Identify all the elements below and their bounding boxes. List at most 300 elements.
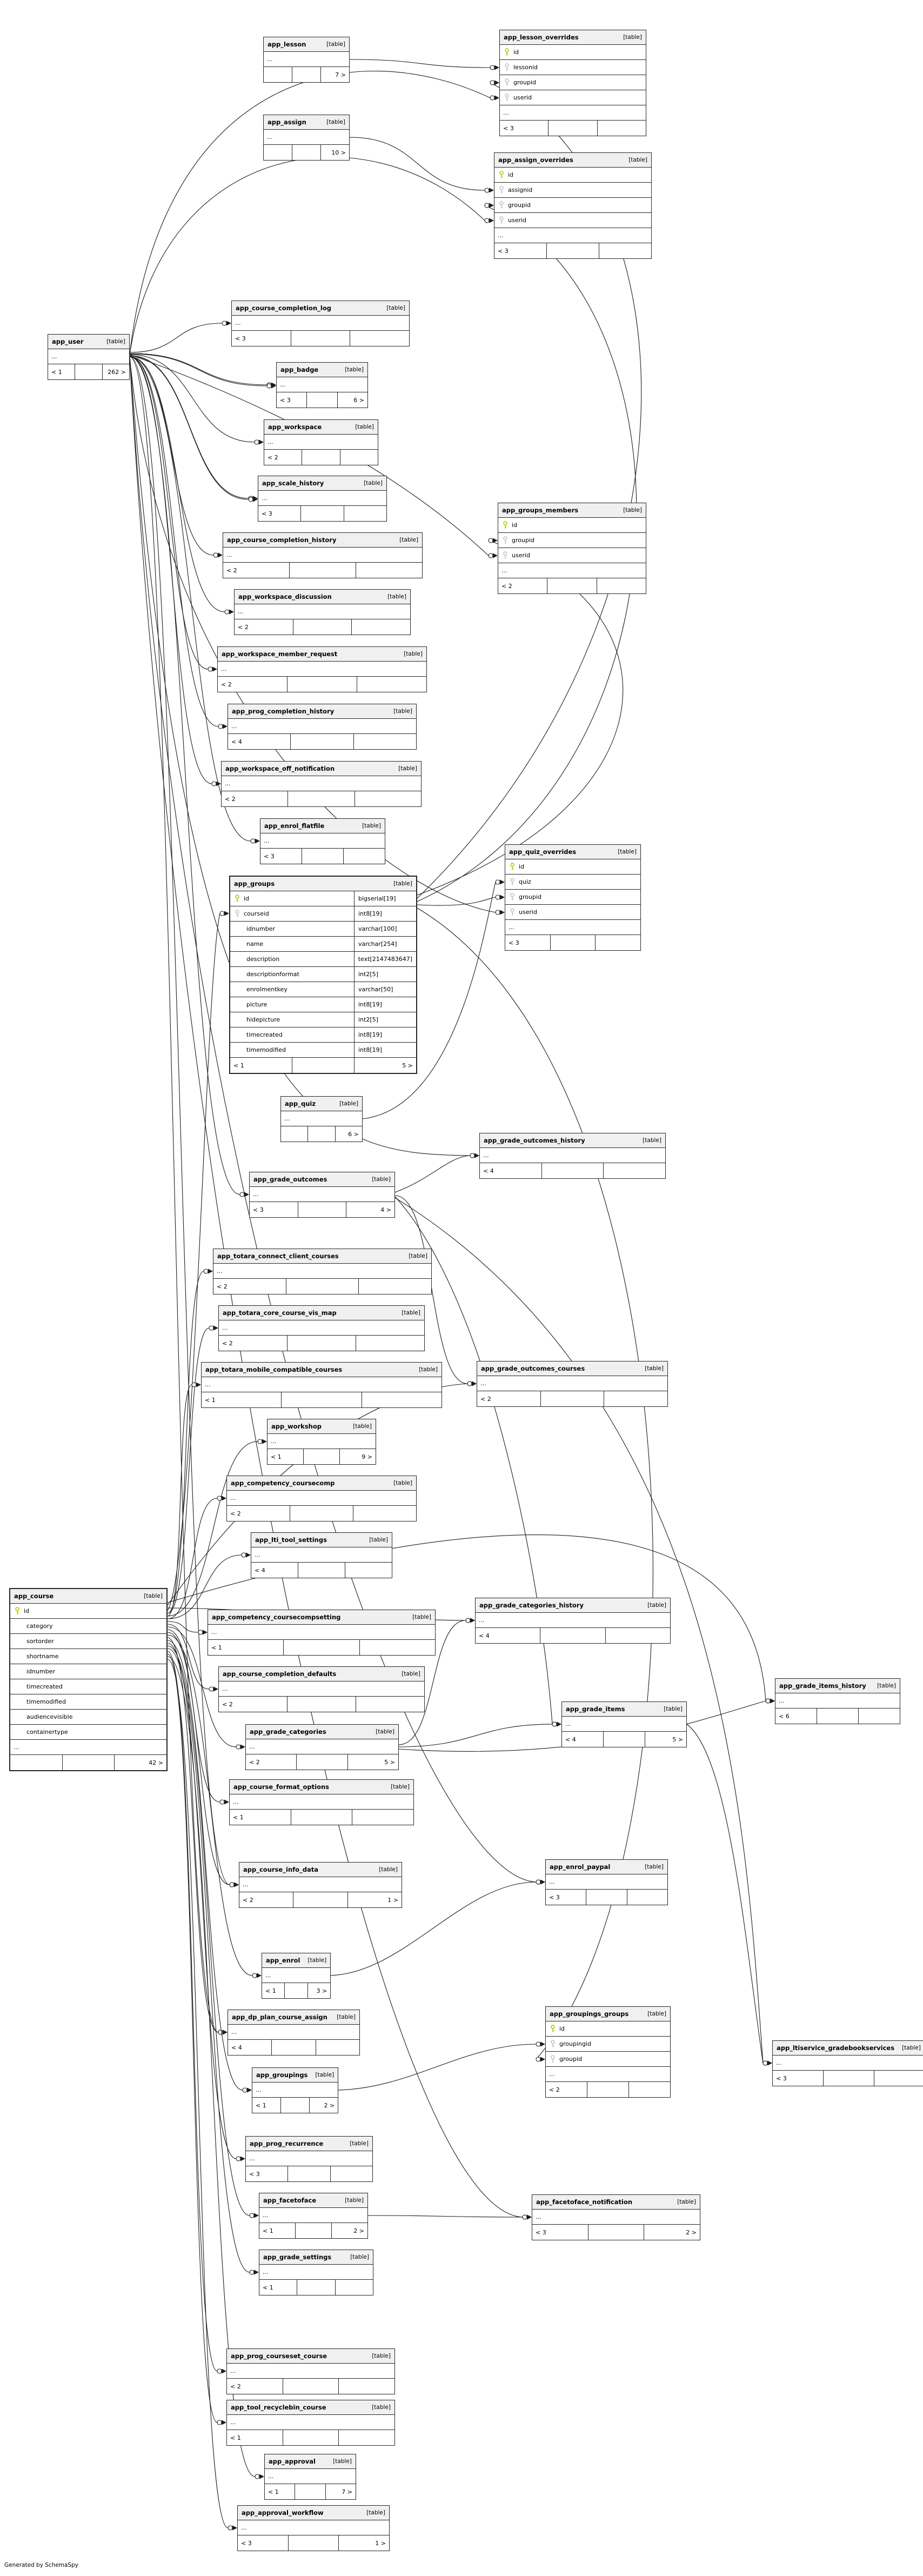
- table-tag: [table]: [307, 1957, 327, 1964]
- column-name: id: [513, 49, 519, 56]
- table-tag: [table]: [326, 119, 345, 125]
- table-footer: [546, 1890, 667, 1905]
- table-app_workspace_off_notification[interactable]: [221, 761, 422, 807]
- edge-circle-endpoint: [230, 1883, 234, 1887]
- table-app_course_format_options[interactable]: [229, 1779, 414, 1825]
- footer-spacer: [540, 1391, 604, 1406]
- foreign-key-icon: [501, 551, 510, 559]
- table-app_enrol_flatfile[interactable]: [260, 818, 385, 864]
- table-header: [227, 2400, 394, 2415]
- table-app_grade_outcomes_history[interactable]: [479, 1133, 666, 1179]
- table-name: app_quiz: [285, 1100, 316, 1107]
- primary-key-icon: [233, 895, 242, 903]
- more-columns-ellipsis: ...: [260, 833, 385, 849]
- edge-circle-endpoint: [228, 2526, 232, 2530]
- table-tag: [table]: [409, 1253, 427, 1259]
- edge-circle-endpoint: [470, 1153, 474, 1158]
- table-name: app_user: [52, 338, 84, 345]
- foreign-key-icon: [233, 910, 242, 918]
- column-name: audiencevisible: [26, 1713, 73, 1720]
- footer-spacer: [292, 67, 320, 82]
- table-app_totara_mobile_compatible_courses[interactable]: [201, 1362, 442, 1408]
- edge-circle-endpoint: [217, 2420, 222, 2425]
- table-app_grade_settings[interactable]: [259, 2250, 373, 2295]
- table-app_quiz_overrides[interactable]: [505, 844, 641, 951]
- outgoing-count: [350, 331, 409, 346]
- footer-spacer: [62, 1755, 115, 1770]
- table-footer: [264, 67, 349, 82]
- column-row: [505, 875, 640, 890]
- table-tag: [table]: [628, 157, 647, 163]
- edge-circle-endpoint: [536, 1880, 540, 1884]
- column-row: [230, 982, 416, 997]
- outgoing-count: [355, 791, 421, 806]
- table-footer: [250, 1202, 394, 1217]
- incoming-count: < 3: [253, 1206, 264, 1213]
- edge-arrowhead: [218, 553, 223, 558]
- table-app_totara_core_course_vis_map[interactable]: [218, 1305, 425, 1351]
- edge-circle-endpoint: [220, 1800, 224, 1804]
- relationship-line: [168, 1643, 236, 2159]
- table-name: app_prog_courseset_course: [231, 2352, 327, 2360]
- incoming-count: < 4: [255, 1566, 265, 1574]
- column-name: category: [26, 1623, 53, 1630]
- edge-arrowhead: [223, 2030, 228, 2035]
- edge-circle-endpoint: [208, 667, 212, 671]
- table-app_grade_items_history[interactable]: [775, 1678, 900, 1724]
- table-app_prog_completion_history[interactable]: [228, 704, 417, 750]
- edge-circle-endpoint: [204, 1269, 208, 1273]
- table-app_quiz[interactable]: [280, 1096, 363, 1142]
- footer-spacer: [548, 121, 597, 136]
- edge-arrowhead: [208, 1269, 213, 1274]
- incoming-count: < 2: [249, 1758, 260, 1766]
- incoming-count: < 2: [230, 2383, 241, 2390]
- incoming-count: < 1: [268, 2488, 279, 2495]
- table-app_grade_categories[interactable]: [245, 1724, 399, 1770]
- table-name: app_lesson: [267, 41, 306, 48]
- table-header: [208, 1610, 435, 1625]
- column-row: [230, 1043, 416, 1058]
- edge-circle-endpoint: [236, 2157, 240, 2161]
- outgoing-count: 7 >: [325, 2484, 356, 2499]
- outgoing-count: [330, 2166, 372, 2181]
- column-row: [546, 2021, 670, 2037]
- edge-arrowhead: [240, 1745, 245, 1750]
- edge-arrowhead: [254, 2213, 259, 2218]
- outgoing-count: 1 >: [338, 2535, 389, 2551]
- table-app_approval[interactable]: [264, 2454, 356, 2500]
- table-app_totara_connect_client_courses[interactable]: [213, 1249, 432, 1294]
- more-columns-ellipsis: ...: [546, 2067, 670, 2082]
- table-app_groups[interactable]: [229, 876, 417, 1074]
- table-tag: [table]: [404, 651, 423, 657]
- table-app_dp_plan_course_assign[interactable]: [228, 2010, 360, 2056]
- table-footer: [773, 2071, 923, 2086]
- table-app_course_completion_defaults[interactable]: [218, 1666, 425, 1712]
- column-row: [230, 937, 416, 952]
- table-tag: [table]: [402, 1671, 420, 1677]
- table-app_grade_items[interactable]: [561, 1701, 687, 1747]
- more-columns-ellipsis: ...: [277, 377, 367, 392]
- edge-arrowhead: [222, 2420, 226, 2425]
- outgoing-count: 5 >: [645, 1732, 686, 1747]
- table-header: [265, 2454, 356, 2469]
- table-app_workspace[interactable]: [264, 419, 378, 465]
- table-footer: [476, 1628, 670, 1643]
- table-name: app_assign_overrides: [498, 156, 573, 164]
- table-app_grade_categories_history[interactable]: [475, 1598, 671, 1644]
- column-type: varchar[50]: [354, 982, 416, 997]
- table-name: app_grade_items_history: [779, 1682, 866, 1690]
- footer-spacer: [287, 677, 357, 692]
- edge-circle-endpoint: [267, 384, 271, 388]
- column-name: userid: [519, 909, 538, 916]
- edge-arrowhead: [767, 2061, 772, 2066]
- column-row: [230, 967, 416, 982]
- column-type: varchar[254]: [354, 937, 416, 951]
- edge-circle-endpoint: [552, 1722, 557, 1726]
- table-app_ltiservice_gradebookservices[interactable]: [772, 2040, 923, 2086]
- incoming-count: < 2: [480, 1395, 491, 1403]
- table-header: [246, 1725, 398, 1739]
- edge-arrowhead: [472, 1382, 477, 1386]
- footer-spacer: [306, 392, 337, 408]
- table-tag: [table]: [362, 823, 381, 829]
- table-header: [494, 153, 651, 168]
- table-name: app_tool_recyclebin_course: [231, 2404, 326, 2411]
- table-tag: [table]: [645, 1365, 664, 1372]
- outgoing-count: [356, 1697, 424, 1712]
- incoming-count: < 2: [225, 795, 236, 803]
- column-row: [546, 2037, 670, 2052]
- outgoing-count: 2 >: [309, 2098, 338, 2113]
- outgoing-count: [353, 734, 416, 749]
- column-name: picture: [246, 1001, 267, 1008]
- table-name: app_ltiservice_gradebookservices: [777, 2044, 895, 2052]
- incoming-count: < 1: [263, 2284, 273, 2291]
- table-header: [264, 420, 378, 435]
- edge-circle-endpoint: [225, 610, 229, 614]
- edge-arrowhead: [224, 911, 229, 916]
- table-name: app_quiz_overrides: [509, 848, 577, 856]
- table-tag: [table]: [419, 1366, 438, 1373]
- table-app_assign_overrides[interactable]: [494, 152, 652, 259]
- table-app_course[interactable]: [9, 1588, 168, 1771]
- table-app_competency_coursecomp[interactable]: [226, 1476, 417, 1521]
- table-tag: [table]: [372, 2353, 391, 2359]
- column-name: name: [246, 940, 264, 947]
- column-row: [230, 906, 416, 922]
- table-footer: [219, 1697, 424, 1712]
- edge-arrowhead: [203, 1630, 208, 1635]
- column-name: groupid: [512, 537, 534, 544]
- table-header: [223, 533, 422, 548]
- table-footer: [246, 1754, 398, 1770]
- edge-arrowhead: [257, 1973, 262, 1978]
- table-footer: [264, 450, 378, 465]
- outgoing-count: 5 >: [347, 1754, 398, 1770]
- incoming-count: [281, 1126, 307, 1142]
- edge-circle-endpoint: [485, 188, 489, 192]
- table-app_lesson_overrides[interactable]: [499, 30, 646, 136]
- table-app_enrol_paypal[interactable]: [545, 1859, 668, 1905]
- column-row: [10, 1619, 166, 1634]
- edge-arrowhead: [494, 65, 499, 70]
- footer-spacer: [541, 1163, 604, 1178]
- table-app_groupings_groups[interactable]: [545, 2006, 671, 2098]
- column-name: enrolmentkey: [246, 986, 287, 993]
- outgoing-count: [356, 1336, 424, 1351]
- edge-arrowhead: [240, 2157, 245, 2161]
- table-app_groups_members[interactable]: [498, 503, 646, 594]
- table-app_workshop[interactable]: [267, 1419, 376, 1465]
- table-app_competency_coursecompsetting[interactable]: [208, 1610, 436, 1656]
- primary-key-icon: [549, 2025, 557, 2033]
- more-columns-ellipsis: ...: [213, 1264, 431, 1279]
- table-header: [262, 1953, 330, 1968]
- table-tag: [table]: [677, 2199, 696, 2205]
- incoming-count: < 4: [479, 1632, 490, 1639]
- incoming-count: < 3: [249, 2170, 260, 2178]
- relationship-line: [168, 1442, 258, 1616]
- table-tag: [table]: [645, 1864, 664, 1870]
- table-app_user[interactable]: [48, 334, 130, 380]
- more-columns-ellipsis: ...: [227, 1491, 416, 1506]
- incoming-count: < 2: [549, 2086, 560, 2093]
- table-app_lesson[interactable]: [263, 37, 350, 83]
- table-app_grade_outcomes_courses[interactable]: [477, 1361, 668, 1407]
- outgoing-count: [595, 935, 640, 950]
- footer-spacer: [302, 849, 343, 864]
- table-app_groupings[interactable]: [252, 2067, 338, 2113]
- incoming-count: < 4: [483, 1167, 494, 1174]
- column-row: [500, 90, 646, 105]
- table-header: [252, 2068, 338, 2083]
- column-row: [500, 45, 646, 60]
- table-tag: [table]: [350, 2140, 369, 2147]
- primary-key-icon: [501, 521, 510, 529]
- more-columns-ellipsis: ...: [494, 228, 651, 243]
- incoming-count: < 3: [503, 124, 514, 132]
- table-app_course_completion_history[interactable]: [223, 532, 423, 578]
- edge-arrowhead: [489, 203, 494, 208]
- column-name: groupingid: [559, 2040, 591, 2047]
- table-footer: [230, 1058, 416, 1073]
- table-footer: [281, 1126, 362, 1142]
- footer-spacer: [817, 1709, 858, 1724]
- column-row: [500, 75, 646, 90]
- column-name: id: [512, 522, 518, 529]
- table-tag: [table]: [393, 708, 412, 715]
- table-header: [476, 1598, 670, 1613]
- table-footer: [232, 331, 409, 346]
- column-row: [498, 533, 646, 548]
- more-columns-ellipsis: ...: [219, 1681, 424, 1697]
- more-columns-ellipsis: ...: [202, 1377, 442, 1392]
- outgoing-count: [627, 1890, 667, 1905]
- foreign-key-icon: [549, 2040, 557, 2048]
- edge-arrowhead: [500, 895, 505, 900]
- table-app_lti_tool_settings[interactable]: [251, 1532, 392, 1578]
- table-name: app_approval: [269, 2458, 316, 2465]
- edge-arrowhead: [770, 1699, 775, 1704]
- footer-spacer: [823, 2071, 874, 2086]
- column-name: userid: [512, 552, 531, 559]
- table-footer: [252, 2098, 338, 2113]
- table-header: [477, 1362, 667, 1376]
- table-app_scale_history[interactable]: [258, 476, 387, 522]
- edge-arrowhead: [213, 1687, 218, 1692]
- table-name: app_grade_outcomes_history: [484, 1137, 585, 1144]
- footer-spacer: [75, 364, 102, 379]
- outgoing-count: [353, 1506, 416, 1521]
- table-app_tool_recyclebin_course[interactable]: [226, 2400, 395, 2446]
- edge-circle-endpoint: [485, 218, 489, 223]
- more-columns-ellipsis: ...: [219, 1320, 424, 1336]
- incoming-count: < 6: [779, 1712, 790, 1720]
- edge-arrowhead: [213, 1326, 218, 1331]
- outgoing-count: [359, 1640, 435, 1655]
- table-footer: [264, 145, 349, 160]
- table-app_assign[interactable]: [263, 115, 350, 161]
- relationship-line: [168, 1498, 217, 1619]
- column-name: userid: [513, 94, 532, 101]
- table-name: app_grade_categories_history: [479, 1601, 584, 1609]
- table-header: [219, 1306, 424, 1320]
- footer-spacer: [287, 1336, 356, 1351]
- table-header: [228, 2010, 359, 2025]
- table-header: [775, 1679, 900, 1693]
- outgoing-count: [335, 2280, 373, 2295]
- table-footer: [246, 2166, 372, 2181]
- footer-spacer: [286, 1279, 359, 1294]
- footer-spacer: [284, 1983, 307, 1998]
- table-app_prog_recurrence[interactable]: [245, 2136, 373, 2182]
- column-name: groupid: [559, 2056, 582, 2063]
- edge-arrowhead: [470, 1618, 475, 1623]
- table-header: [498, 503, 646, 518]
- incoming-count: < 1: [233, 1813, 244, 1821]
- foreign-key-icon: [497, 186, 506, 194]
- footer-spacer: [295, 2484, 325, 2499]
- column-name: assignid: [508, 186, 533, 193]
- table-app_course_info_data[interactable]: [239, 1862, 402, 1908]
- more-columns-ellipsis: ...: [281, 1111, 362, 1126]
- column-type: int8[19]: [354, 1043, 416, 1057]
- edge-arrowhead: [259, 2474, 264, 2479]
- table-app_grade_outcomes[interactable]: [249, 1172, 395, 1218]
- table-name: app_workspace_off_notification: [225, 765, 335, 772]
- more-columns-ellipsis: ...: [476, 1613, 670, 1628]
- edge-circle-endpoint: [243, 2088, 247, 2092]
- edge-circle-endpoint: [250, 2213, 254, 2218]
- table-header: [258, 476, 386, 491]
- table-app_workspace_member_request[interactable]: [217, 646, 427, 692]
- incoming-count: < 2: [222, 1700, 233, 1708]
- column-name: lessonid: [513, 64, 538, 71]
- more-columns-ellipsis: ...: [227, 2364, 394, 2379]
- edge-arrowhead: [557, 1722, 561, 1727]
- footer-spacer: [300, 506, 343, 521]
- table-footer: [223, 563, 422, 578]
- table-header: [259, 2250, 373, 2265]
- table-tag: [table]: [393, 1480, 412, 1486]
- relationship-line: [687, 1724, 763, 2063]
- foreign-key-icon: [549, 2055, 557, 2063]
- more-columns-ellipsis: ...: [546, 1874, 667, 1890]
- incoming-count: < 1: [230, 2434, 241, 2441]
- edge-circle-endpoint: [496, 895, 500, 899]
- column-row: [494, 183, 651, 198]
- more-columns-ellipsis: ...: [239, 1877, 402, 1892]
- column-name: courseid: [244, 910, 269, 917]
- more-columns-ellipsis: ...: [246, 2151, 372, 2166]
- primary-key-icon: [13, 1607, 22, 1615]
- footer-spacer: [603, 1732, 645, 1747]
- table-name: app_workspace_discussion: [238, 593, 332, 600]
- table-header: [222, 762, 421, 776]
- table-app_approval_workflow[interactable]: [237, 2505, 390, 2551]
- table-tag: [table]: [333, 2458, 352, 2465]
- column-row: [10, 1649, 166, 1664]
- table-name: app_scale_history: [262, 479, 324, 487]
- column-row: [230, 1027, 416, 1043]
- footer-spacer: [291, 331, 350, 346]
- table-header: [219, 1667, 424, 1681]
- table-tag: [table]: [402, 1310, 420, 1316]
- table-app_course_completion_log[interactable]: [231, 301, 410, 346]
- edge-circle-endpoint: [766, 1699, 770, 1703]
- column-name: groupid: [519, 893, 541, 900]
- table-app_facetoface_notification[interactable]: [532, 2194, 700, 2240]
- more-columns-ellipsis: ...: [532, 2210, 700, 2225]
- table-footer: [10, 1755, 166, 1770]
- table-app_enrol[interactable]: [262, 1953, 331, 1999]
- footer-spacer: [302, 450, 339, 465]
- table-name: app_course_completion_history: [227, 536, 337, 544]
- table-app_badge[interactable]: [276, 362, 368, 408]
- outgoing-count: [316, 2040, 359, 2055]
- edge-circle-endpoint: [192, 1383, 196, 1387]
- table-name: app_workspace_member_request: [222, 650, 338, 658]
- table-header: [10, 1589, 166, 1604]
- table-footer: [562, 1732, 686, 1747]
- more-columns-ellipsis: ...: [218, 662, 426, 677]
- column-row: [494, 213, 651, 228]
- table-header: [250, 1172, 394, 1187]
- table-tag: [table]: [106, 338, 125, 345]
- column-type: int8[19]: [354, 997, 416, 1012]
- footer-spacer: [291, 1810, 352, 1825]
- table-header: [230, 1780, 413, 1794]
- outgoing-count: 2 >: [644, 2225, 700, 2240]
- table-footer: [251, 1563, 392, 1578]
- edge-arrowhead: [494, 96, 499, 101]
- table-name: app_grade_items: [566, 1705, 625, 1713]
- incoming-count: < 4: [231, 738, 242, 745]
- column-row: [494, 168, 651, 183]
- table-tag: [table]: [353, 1423, 372, 1430]
- edge-circle-endpoint: [489, 538, 493, 543]
- column-type: text[2147483647]: [354, 952, 416, 966]
- column-row: [10, 1634, 166, 1649]
- table-app_facetoface[interactable]: [259, 2193, 368, 2239]
- table-app_workspace_discussion[interactable]: [234, 589, 411, 635]
- outgoing-count: [351, 619, 410, 635]
- table-app_prog_courseset_course[interactable]: [226, 2348, 395, 2394]
- edge-circle-endpoint: [217, 2369, 222, 2373]
